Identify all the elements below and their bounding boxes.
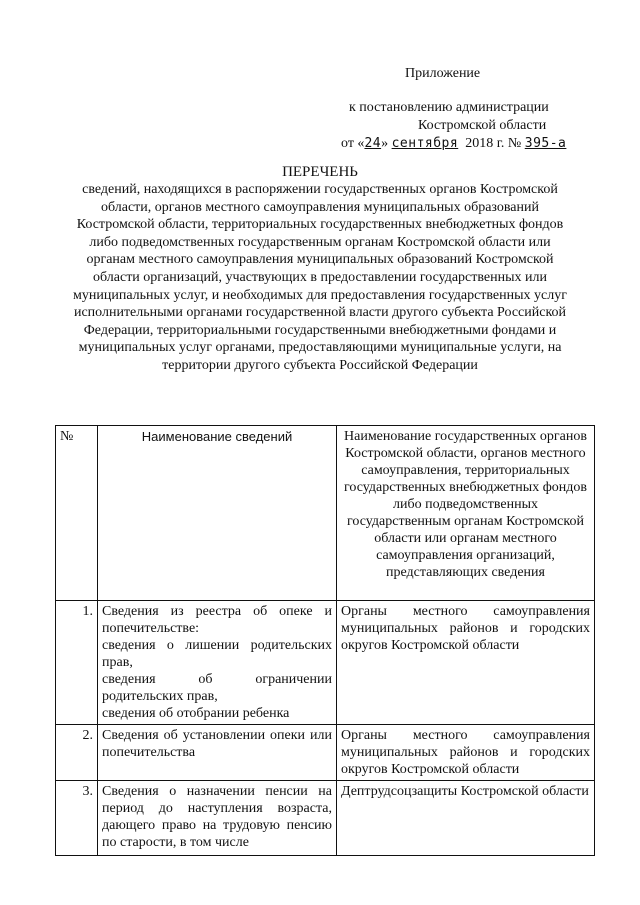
row-organization: Дептрудсоцзащиты Костромской области xyxy=(337,781,595,856)
table-header-row xyxy=(56,426,595,601)
row-number: 3. xyxy=(56,781,98,856)
row-info-line: сведения об ограничении родительских прав, xyxy=(102,672,332,704)
row-organization: Органы местного самоуправления муниципальных районов и городских округов Костромской области xyxy=(337,601,595,725)
date-number-line xyxy=(341,135,566,152)
row-info-line: Сведения из реестра об опеке и попечительстве: xyxy=(102,604,332,636)
header-organization: Наименование государственных органов Костромской области, органов местного самоуправления, территориальных государственных внебюджетных фондов либо подведомственных государственным органам Костромской области или органам местного самоуправления организаций, представляющих сведения xyxy=(337,426,595,601)
date-prefix: от « xyxy=(341,136,365,151)
document-subtitle: сведений, находящихся в распоряжении государственных органов Костромской области, органов местного самоуправления муниципальных образований Костромской области, территориальных государственных внебюджетных фондов либо подведомственных государственным органам Костромской области или органам местного самоуправления муниципальных образований Костромской области организаций, участвующих в предоставлении государственных или муниципальных услуг, и необходимых для предоставления государственных услуг исполнительными органами государственной власти другого субъекта Российской Федерации, территориальными государственными внебюджетными фондами и муниципальных услуг органами, предоставляющими муниципальные услуги, на территории другого субъекта Российской Федерации xyxy=(73,182,567,373)
date-month: сентября xyxy=(391,136,459,151)
document-title: ПЕРЕЧЕНЬ xyxy=(282,164,358,180)
row-number: 1. xyxy=(56,601,98,725)
table-row xyxy=(56,725,595,781)
row-organization: Органы местного самоуправления муниципальных районов и городских округов Костромской области xyxy=(337,725,595,781)
header-info-name: Наименование сведений xyxy=(98,426,337,601)
date-day: 24 xyxy=(364,136,382,151)
resolution-line: к постановлению администрации xyxy=(349,100,549,115)
row-number: 2. xyxy=(56,725,98,781)
date-mid: » xyxy=(381,136,389,151)
row-info-line: сведения об отобрании ребенка xyxy=(102,706,290,721)
region-line: Костромской области xyxy=(418,118,547,133)
information-table xyxy=(55,425,595,856)
row-info-name: Сведения об установлении опеки или попечительства xyxy=(98,725,337,781)
row-info-name xyxy=(98,601,337,725)
row-info-line: сведения о лишении родительских прав, xyxy=(102,638,332,670)
table-row xyxy=(56,781,595,856)
appendix-label: Приложение xyxy=(405,66,481,81)
header-number: № xyxy=(56,426,98,601)
document-number: 395-а xyxy=(524,136,567,151)
date-year: 2018 г. № xyxy=(465,136,522,151)
row-info-name: Сведения о назначении пенсии на период до наступления возраста, дающего право на трудовую пенсию по старости, в том числе xyxy=(98,781,337,856)
table-row xyxy=(56,601,595,725)
